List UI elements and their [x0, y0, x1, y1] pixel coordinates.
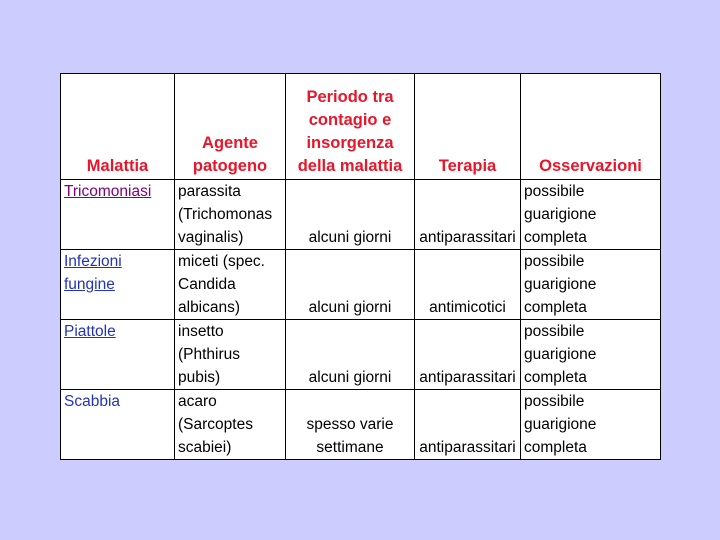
notes-cell: possibile guarigione completa — [521, 180, 661, 250]
notes-cell: possibile guarigione completa — [521, 390, 661, 460]
table-row — [61, 320, 661, 390]
table-row — [61, 390, 661, 460]
agent-cell: insetto (Phthirus pubis) — [175, 320, 286, 390]
disease-cell — [61, 390, 175, 460]
disease-link-scabbia[interactable]: Scabbia — [64, 393, 121, 410]
period-cell: alcuni giorni — [286, 180, 415, 250]
period-cell: alcuni giorni — [286, 320, 415, 390]
therapy-cell: antiparassitari — [415, 180, 521, 250]
disease-cell — [61, 250, 175, 320]
notes-cell: possibile guarigione completa — [521, 250, 661, 320]
agent-cell: acaro (Sarcoptes scabiei) — [175, 390, 286, 460]
period-cell: alcuni giorni — [286, 250, 415, 320]
notes-cell: possibile guarigione completa — [521, 320, 661, 390]
disease-cell — [61, 320, 175, 390]
disease-link-infezioni-fungine[interactable]: Infezioni fungine — [64, 253, 122, 293]
table-row — [61, 180, 661, 250]
agent-cell: miceti (spec. Candida albicans) — [175, 250, 286, 320]
agent-cell: parassita (Trichomonas vaginalis) — [175, 180, 286, 250]
header-agent: Agente patogeno — [175, 74, 286, 180]
header-therapy: Terapia — [415, 74, 521, 180]
disease-cell — [61, 180, 175, 250]
header-disease: Malattia — [61, 74, 175, 180]
disease-link-piattole[interactable]: Piattole — [64, 323, 116, 340]
std-table — [60, 73, 661, 460]
header-row — [61, 74, 661, 180]
header-notes: Osservazioni — [521, 74, 661, 180]
header-period: Periodo tra contagio e insorgenza della malattia — [286, 74, 415, 180]
therapy-cell: antiparassitari — [415, 390, 521, 460]
period-cell: spesso varie settimane — [286, 390, 415, 460]
disease-link-tricomoniasi[interactable]: Tricomoniasi — [64, 183, 152, 200]
table-row — [61, 250, 661, 320]
therapy-cell: antimicotici — [415, 250, 521, 320]
therapy-cell: antiparassitari — [415, 320, 521, 390]
